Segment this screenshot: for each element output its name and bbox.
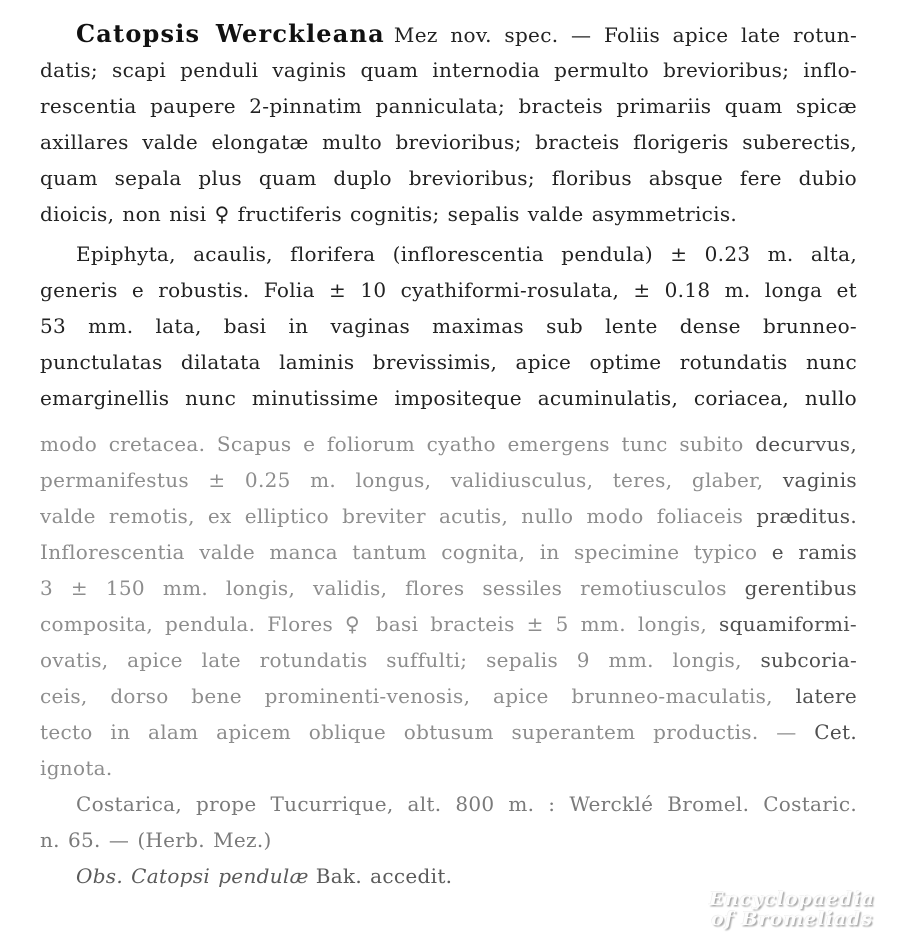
text-line: composita, pendula. Flores ♀ basi bracteis ± 5 mm. longis, squamiformi-: [40, 612, 857, 636]
observation-italic-text: Obs. Catopsi pendulæ: [76, 864, 309, 888]
text-line: ignota.: [40, 756, 113, 780]
text-line: emarginellis nunc minutissime impositeque acuminulatis, coriacea, nullo: [40, 386, 857, 410]
text-line: ceis, dorso bene prominenti-venosis, apice brunneo-maculatis, latere: [40, 684, 857, 708]
locality-paragraph: [40, 786, 857, 858]
text-column: [40, 16, 857, 894]
text-line: datis; scapi penduli vaginis quam internodia permulto brevioribus; inflo-: [40, 58, 857, 82]
description-paragraph-faded: [40, 426, 857, 786]
text-line: Inflorescentia valde manca tantum cognita, in specimine typico e ramis: [40, 540, 857, 564]
watermark-line2: of Bromeliads: [711, 908, 874, 930]
watermark: [709, 890, 875, 929]
diagnosis-paragraph: [40, 16, 857, 232]
text-line: 3 ± 150 mm. longis, validis, flores sessiles remotiusculos gerentibus: [40, 576, 857, 600]
text-line: [40, 16, 857, 52]
text-line: permanifestus ± 0.25 m. longus, validiusculus, teres, glaber, vaginis: [40, 468, 857, 492]
observation-regular-text: Bak. accedit.: [315, 864, 453, 888]
text-line: generis e robustis. Folia ± 10 cyathiformi-rosulata, ± 0.18 m. longa et: [40, 278, 857, 302]
text-line: 53 mm. lata, basi in vaginas maximas sub lente dense brunneo-: [40, 314, 857, 338]
watermark-line1: Encyclopaedia: [709, 888, 875, 910]
text-line: tecto in alam apicem oblique obtusum superantem productis. — Cet.: [40, 720, 857, 744]
text-line: quam sepala plus quam duplo brevioribus; floribus absque fere dubio: [40, 166, 857, 190]
text-line: valde remotis, ex elliptico breviter acutis, nullo modo foliaceis præditus.: [40, 504, 857, 528]
text-line: Epiphyta, acaulis, florifera (inflorescentia pendula) ± 0.23 m. alta,: [76, 242, 857, 266]
text-line: n. 65. — (Herb. Mez.): [40, 828, 272, 852]
species-heading: Catopsis Werckleana: [76, 19, 385, 48]
text-line: rescentia paupere 2-pinnatim panniculata; bracteis primariis quam spicæ: [40, 94, 857, 118]
text-line: punctulatas dilatata laminis brevissimis, apice optime rotundatis nunc: [40, 350, 857, 374]
heading-authority-text: Mez nov. spec. — Foliis apice late rotun-: [393, 23, 857, 47]
text-line: dioicis, non nisi ♀ fructiferis cognitis; sepalis valde asymmetricis.: [40, 202, 738, 226]
text-line: modo cretacea. Scapus e foliorum cyatho emergens tunc subito decurvus,: [40, 432, 857, 456]
text-line: Costarica, prope Tucurrique, alt. 800 m. : Wercklé Bromel. Costaric.: [76, 792, 857, 816]
text-line: axillares valde elongatæ multo brevioribus; bracteis florigeris suberectis,: [40, 130, 857, 154]
text-line: ovatis, apice late rotundatis suffulti; sepalis 9 mm. longis, subcoria-: [40, 648, 857, 672]
description-paragraph-sharp: [40, 236, 857, 416]
